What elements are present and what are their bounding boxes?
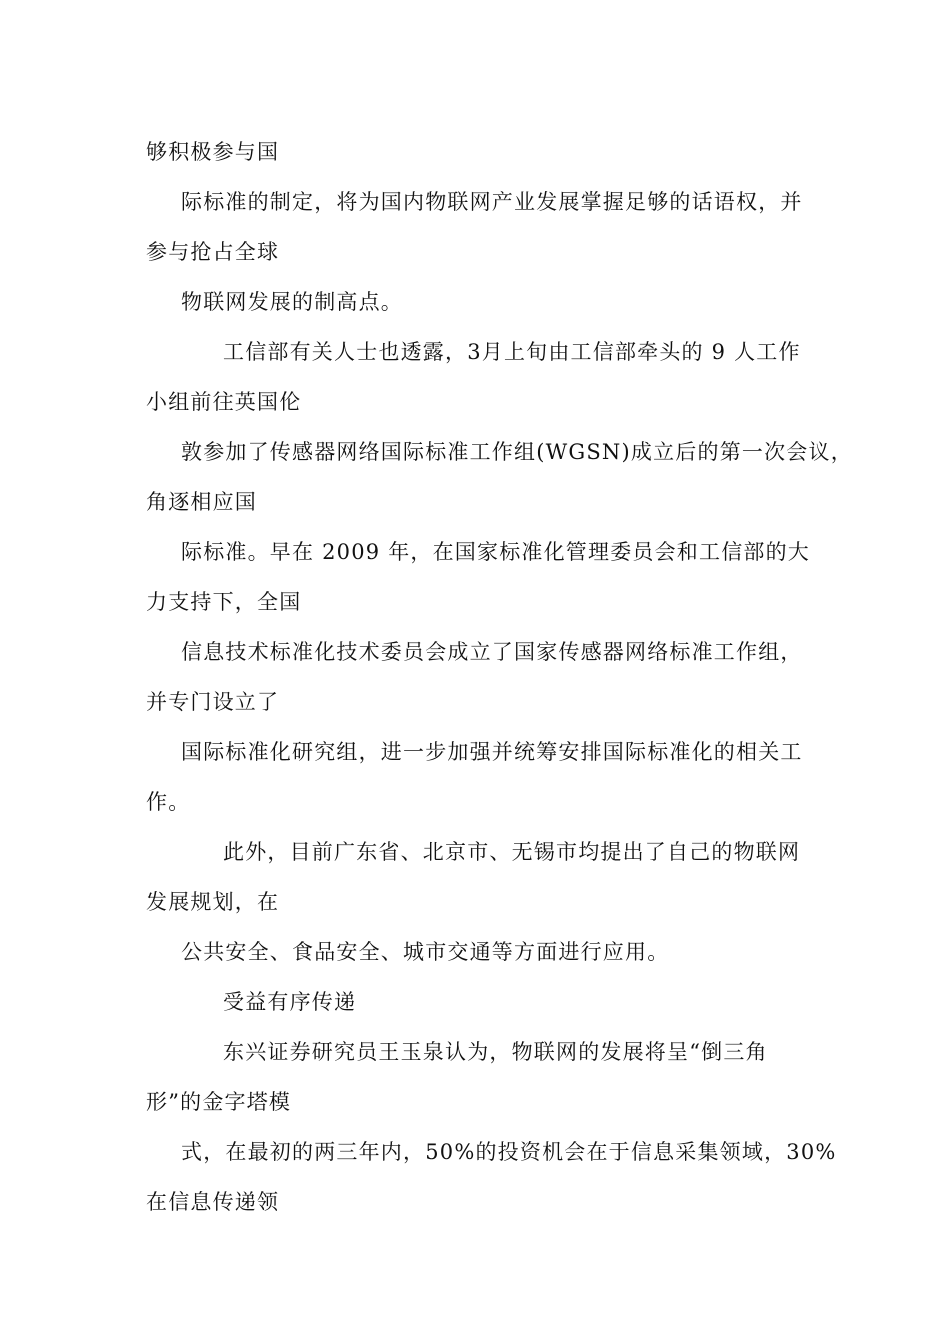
text-line: 形”的金字塔模 <box>146 1090 292 1114</box>
text-line: 际标准。早在 2009 年，在国家标准化管理委员会和工信部的大 <box>181 540 810 564</box>
text-line: 信息技术标准化技术委员会成立了国家传感器网络标准工作组， <box>181 640 803 664</box>
text-line: 作。 <box>146 790 191 814</box>
text-line: 在信息传递领 <box>146 1190 280 1214</box>
text-line: 际标准的制定，将为国内物联网产业发展掌握足够的话语权，并 <box>181 190 803 214</box>
text-line: 东兴证券研究员王玉泉认为，物联网的发展将呈“倒三角 <box>223 1040 768 1064</box>
text-line: 工信部有关人士也透露，3月上旬由工信部牵头的 9 人工作 <box>223 340 801 364</box>
text-line: 够积极参与国 <box>146 140 280 164</box>
text-line: 公共安全、食品安全、城市交通等方面进行应用。 <box>181 940 670 964</box>
section-heading: 受益有序传递 <box>223 990 357 1014</box>
text-line: 小组前往英国伦 <box>146 390 302 414</box>
text-line: 力支持下，全国 <box>146 590 302 614</box>
text-line: 此外，目前广东省、北京市、无锡市均提出了自己的物联网 <box>223 840 801 864</box>
text-line: 敦参加了传感器网络国际标准工作组(WGSN)成立后的第一次会议， <box>181 440 853 464</box>
text-line: 国际标准化研究组，进一步加强并统筹安排国际标准化的相关工 <box>181 740 803 764</box>
text-line: 并专门设立了 <box>146 690 280 714</box>
text-line: 式，在最初的两三年内，50%的投资机会在于信息采集领域，30% <box>181 1140 837 1164</box>
text-line: 发展规划，在 <box>146 890 280 914</box>
text-line: 物联网发展的制高点。 <box>181 290 403 314</box>
text-line: 角逐相应国 <box>146 490 257 514</box>
text-line: 参与抢占全球 <box>146 240 280 264</box>
